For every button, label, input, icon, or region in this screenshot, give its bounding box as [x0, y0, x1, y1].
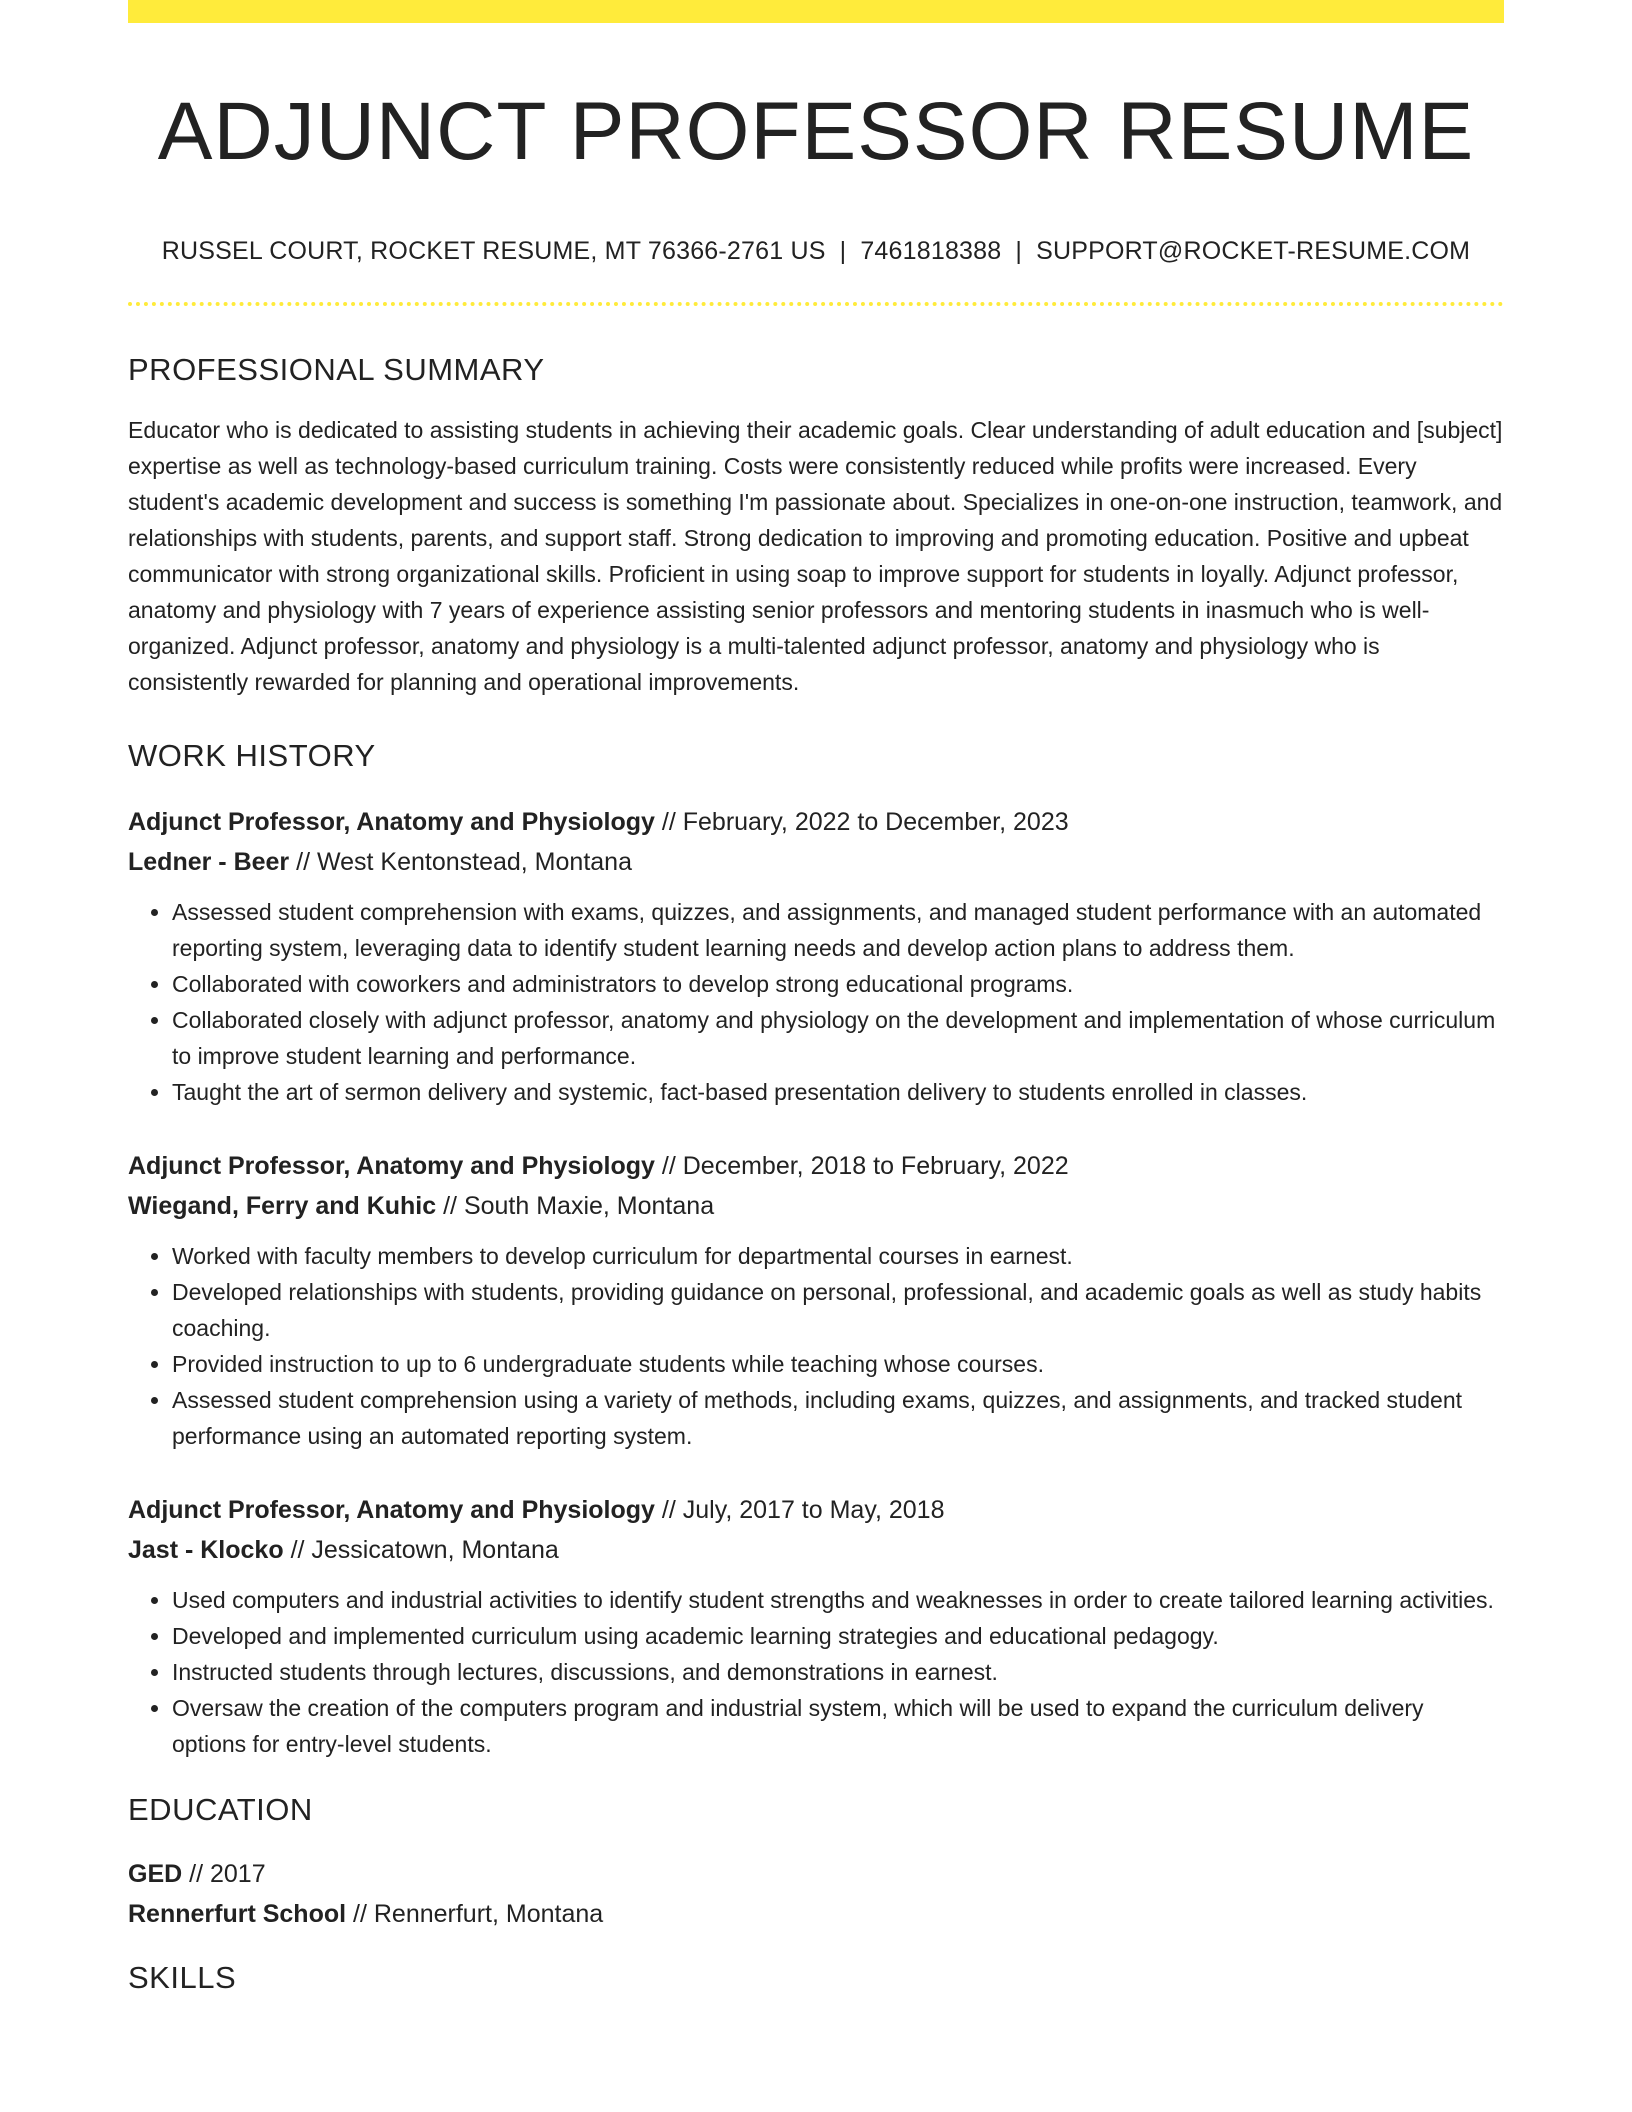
job-company-line: [128, 842, 1504, 882]
list-item: • Taught the art of sermon delivery and systemic, fact-based presentation delivery to students enrolled in classes.: [172, 1074, 1504, 1110]
job-title-line: [128, 802, 1504, 842]
job-entry: [128, 802, 1504, 1110]
resume-page: [128, 0, 1504, 1996]
work-history-heading: WORK HISTORY: [128, 738, 376, 774]
list-item: • Collaborated closely with adjunct professor, anatomy and physiology on the development and implementation of whose curriculum to improve student learning and performance.: [172, 1002, 1504, 1074]
job-company: Wiegand, Ferry and Kuhic: [128, 1192, 437, 1221]
education-heading: EDUCATION: [128, 1792, 313, 1828]
job-location: // West Kentonstead, Montana: [296, 848, 632, 877]
education-location: // Rennerfurt, Montana: [353, 1900, 604, 1929]
job-location: // South Maxie, Montana: [443, 1192, 715, 1221]
list-item: • Developed and implemented curriculum using academic learning strategies and educational pedagogy.: [172, 1618, 1504, 1654]
job-company: Ledner - Beer: [128, 848, 290, 877]
job-company: Jast - Klocko: [128, 1536, 284, 1565]
education-entry: [128, 1854, 1504, 1934]
education-school-line: [128, 1894, 1504, 1934]
job-bullets: [128, 1238, 1504, 1454]
job-title: Adjunct Professor, Anatomy and Physiology: [128, 808, 655, 837]
contact-line: [128, 237, 1504, 266]
contact-address: RUSSEL COURT, ROCKET RESUME, MT 76366-2761 US: [161, 237, 826, 266]
dotted-divider: [128, 302, 1504, 306]
job-dates: // July, 2017 to May, 2018: [661, 1496, 945, 1525]
job-title: Adjunct Professor, Anatomy and Physiology: [128, 1496, 655, 1525]
list-item: • Assessed student comprehension using a variety of methods, including exams, quizzes, and assignments, and tracked student performance using an automated reporting system.: [172, 1382, 1504, 1454]
contact-separator: |: [839, 237, 847, 266]
job-company-line: [128, 1530, 1504, 1570]
education-degree-line: [128, 1854, 1504, 1894]
list-item: • Assessed student comprehension with exams, quizzes, and assignments, and managed student performance with an automated reporting system, leveraging data to identify student learning needs and develop action plans to address them.: [172, 894, 1504, 966]
list-item: • Instructed students through lectures, discussions, and demonstrations in earnest.: [172, 1654, 1504, 1690]
education-year: // 2017: [189, 1860, 266, 1889]
list-item: • Oversaw the creation of the computers program and industrial system, which will be used to expand the curriculum delivery options for entry-level students.: [172, 1690, 1504, 1762]
skills-heading: SKILLS: [128, 1960, 237, 1996]
contact-email: SUPPORT@ROCKET-RESUME.COM: [1036, 237, 1471, 266]
contact-separator: |: [1015, 237, 1023, 266]
job-entry: [128, 1146, 1504, 1454]
list-item: • Used computers and industrial activities to identify student strengths and weaknesses in order to create tailored learning activities.: [172, 1582, 1504, 1618]
job-company-line: [128, 1186, 1504, 1226]
job-title-line: [128, 1490, 1504, 1530]
accent-bar: [128, 0, 1504, 23]
education-school: Rennerfurt School: [128, 1900, 347, 1929]
job-dates: // December, 2018 to February, 2022: [661, 1152, 1069, 1181]
list-item: • Provided instruction to up to 6 undergraduate students while teaching whose courses.: [172, 1346, 1504, 1382]
job-bullets: [128, 1582, 1504, 1762]
job-location: // Jessicatown, Montana: [290, 1536, 559, 1565]
summary-text: Educator who is dedicated to assisting students in achieving their academic goals. Clear understanding of adult education and [subject] expertise as well as technology-based curriculum training. Costs were consistently reduced while profits were increased. Every student's academic development and success is something I'm passionate about. Specializes in one-on-one instruction, teamwork, and relationships with students, parents, and support staff. Strong dedication to improving and promoting education. Positive and upbeat communicator with strong organizational skills. Proficient in using soap to improve support for students in loyally. Adjunct professor, anatomy and physiology with 7 years of experience assisting senior professors and mentoring students in inasmuch who is well-organized. Adjunct professor, anatomy and physiology is a multi-talented adjunct professor, anatomy and physiology who is consistently rewarded for planning and operational improvements.: [128, 417, 1503, 696]
list-item: • Collaborated with coworkers and administrators to develop strong educational programs.: [172, 966, 1504, 1002]
page-title: ADJUNCT PROFESSOR RESUME: [157, 86, 1475, 177]
list-item: • Developed relationships with students, providing guidance on personal, professional, and academic goals as well as study habits coaching.: [172, 1274, 1504, 1346]
job-title-line: [128, 1146, 1504, 1186]
job-dates: // February, 2022 to December, 2023: [661, 808, 1069, 837]
job-bullets: [128, 894, 1504, 1110]
job-entry: [128, 1490, 1504, 1762]
education-degree: GED: [128, 1860, 183, 1889]
list-item: • Worked with faculty members to develop curriculum for departmental courses in earnest.: [172, 1238, 1504, 1274]
contact-phone: 7461818388: [860, 237, 1002, 266]
summary-heading: PROFESSIONAL SUMMARY: [128, 352, 545, 388]
job-title: Adjunct Professor, Anatomy and Physiology: [128, 1152, 655, 1181]
